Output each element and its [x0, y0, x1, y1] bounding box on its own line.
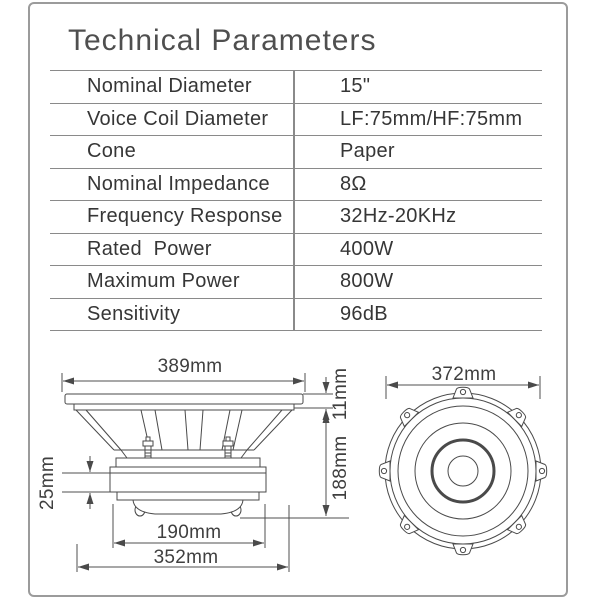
- mounting-ear: [508, 516, 530, 538]
- mounting-ear: [397, 405, 419, 427]
- dim-label-flange-thickness: 11mm: [330, 367, 351, 421]
- spec-value: LF:75mm/HF:75mm: [340, 107, 523, 130]
- spec-value: 400W: [340, 237, 394, 260]
- spec-value: 8Ω: [340, 172, 367, 195]
- spec-label: Nominal Diameter: [87, 75, 252, 97]
- spec-value: Paper: [340, 140, 395, 162]
- spec-value: 96dB: [340, 302, 388, 325]
- spec-label: Frequency Response: [87, 205, 283, 227]
- mounting-ear: [379, 461, 390, 481]
- spec-label: Sensitivity: [87, 302, 181, 325]
- spec-label: Maximum Power: [87, 270, 240, 292]
- speaker-front-view: [379, 364, 546, 555]
- dim-label-overall-height: 188mm: [330, 435, 351, 501]
- spec-label: Rated Power: [87, 237, 212, 260]
- spec-value: 800W: [340, 270, 394, 292]
- dim-label-width-top: 389mm: [157, 356, 223, 377]
- speaker-side-view: [37, 356, 351, 572]
- mounting-ear: [453, 544, 473, 555]
- dim-label-front-diameter: 372mm: [431, 364, 497, 385]
- dim-label-width-bottom: 352mm: [153, 547, 219, 568]
- mounting-ear: [453, 387, 473, 398]
- dim-label-magnet-diameter: 190mm: [156, 522, 222, 543]
- mounting-ear: [397, 516, 419, 538]
- dim-magnet-thickness: [37, 456, 110, 510]
- dim-label-magnet-thickness: 25mm: [37, 456, 58, 510]
- page-title: Technical Parameters: [68, 24, 377, 57]
- spec-value: 15": [340, 75, 371, 97]
- mounting-ear: [536, 461, 547, 481]
- dim-width-top: [62, 356, 305, 392]
- spec-value: 32Hz-20KHz: [340, 205, 457, 227]
- spec-label: Voice Coil Diameter: [87, 107, 269, 130]
- mounting-ear: [508, 405, 530, 427]
- spec-label: Nominal Impedance: [87, 172, 270, 195]
- spec-label: Cone: [87, 140, 137, 162]
